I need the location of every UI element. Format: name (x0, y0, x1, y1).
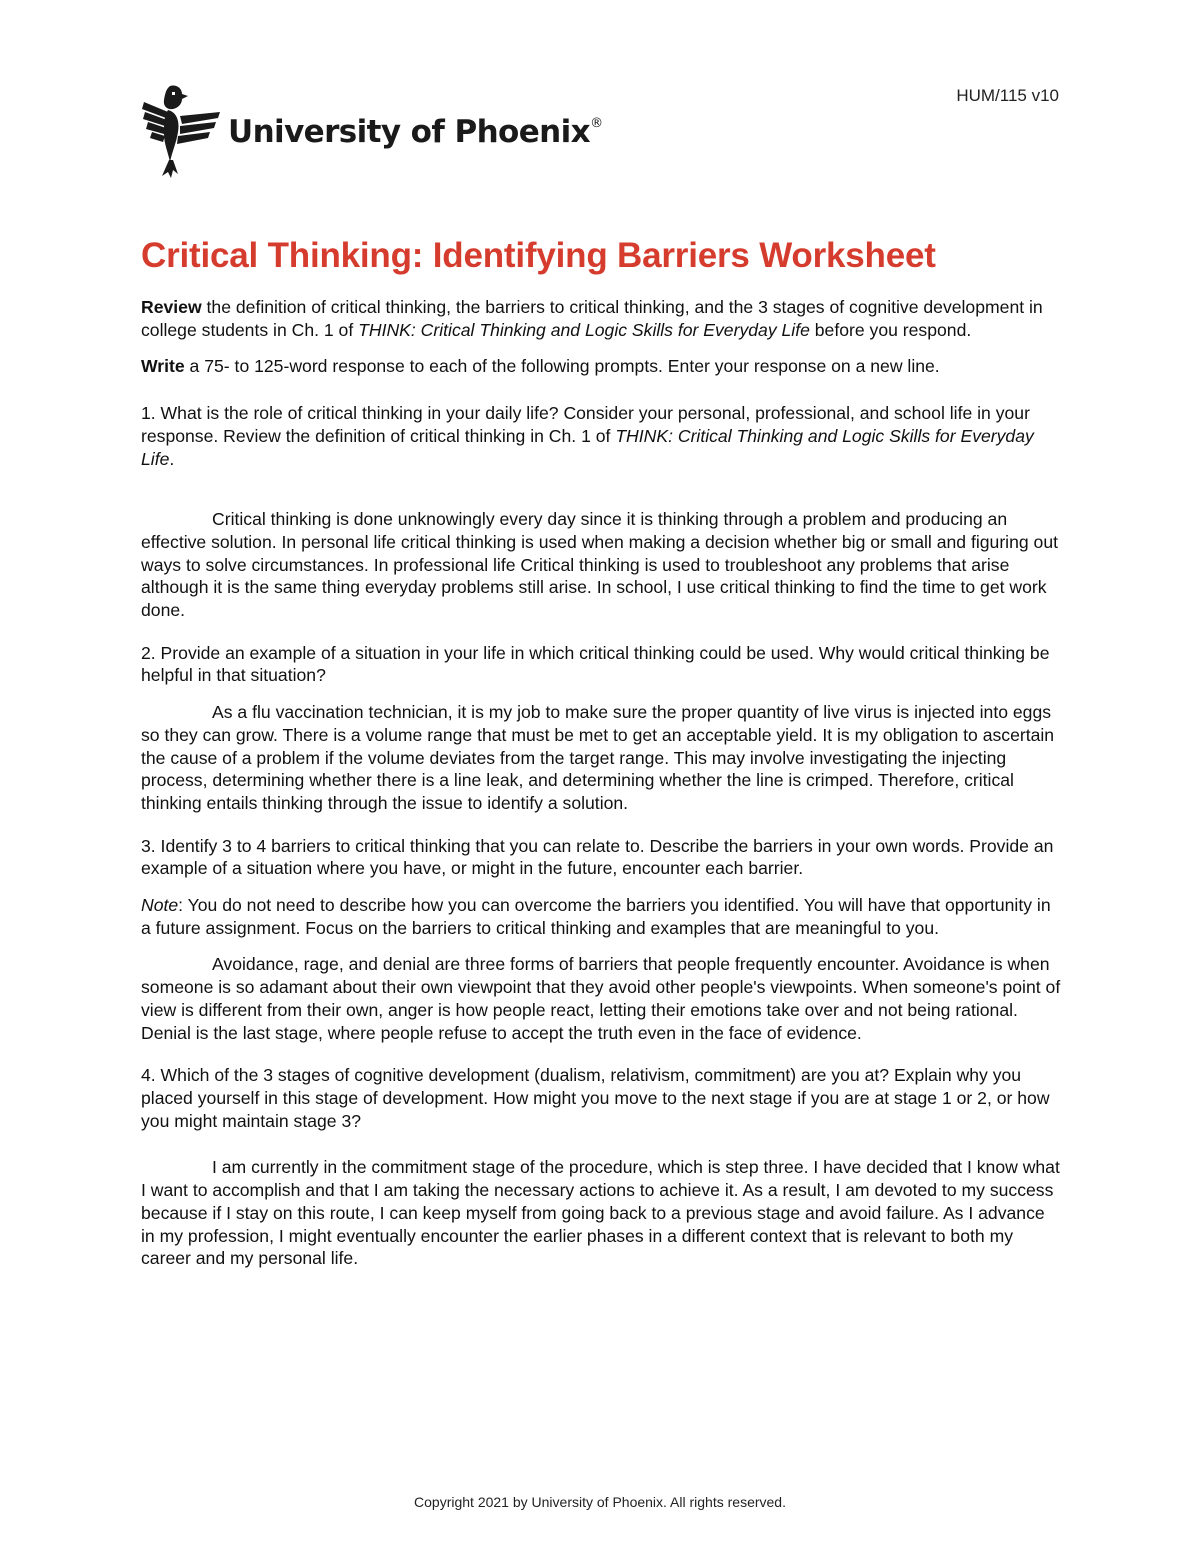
question-4-answer: I am currently in the commitment stage of the procedure, which is step three. I have decided that I know what I want to accomplish and that I am taking the necessary actions to achieve it. As a result, I am devoted to my success because if I stay on this route, I can keep myself from going back to a previous stage and avoid failure. As I advance in my profession, I might eventually encounter the earlier phases in a different context that is relevant to both my career and my personal life. (141, 1157, 1060, 1269)
registered-mark: ® (590, 115, 603, 131)
question-2-prompt: 2. Provide an example of a situation in your life in which critical thinking could be used. Why would critical thinking be helpful in that situation? (141, 642, 1050, 686)
phoenix-bird-icon (142, 82, 222, 178)
question-3-prompt: 3. Identify 3 to 4 barriers to critical thinking that you can relate to. Describe the barriers in your own words. Provide an example of a situation where you have, or might in the future, encounter each barrier. (141, 835, 1054, 879)
worksheet-body (141, 296, 1061, 1270)
page-title: Critical Thinking: Identifying Barriers Worksheet (141, 236, 936, 275)
question-3-note: Note: You do not need to describe how you can overcome the barriers you identified. You will have that opportunity in a future assignment. Focus on the barriers to critical thinking and examples that are meaningful to you. (141, 895, 1051, 938)
university-logo (142, 82, 602, 178)
write-instruction: Write a 75- to 125-word response to each of the following prompts. Enter your response on a new line. (141, 356, 940, 377)
question-2-answer: As a flu vaccination technician, it is my job to make sure the proper quantity of live virus is injected into eggs so they can grow. There is a volume range that must be met to get an acceptable yield. It is my obligation to ascertain the cause of a problem if the volume deviates from the target range. This may involve investigating the injecting process, determining whether there is a line leak, and determining whether the line is crimped. Therefore, critical thinking entails thinking through the issue to identify a solution. (141, 702, 1055, 813)
question-1-answer: Critical thinking is done unknowingly every day since it is thinking through a problem and producing an effective solution. In personal life critical thinking is used when making a decision whether big or small and figuring out ways to solve circumstances. In professional life Critical thinking is used to troubleshoot any problems that arise although it is the same thing everyday problems still arise. In school, I use critical thinking to find the time to get work done. (141, 509, 1059, 621)
university-name: University of Phoenix® (228, 114, 603, 150)
review-instruction: Review the definition of critical thinking, the barriers to critical thinking, and the 3 stages of cognitive development in college students in Ch. 1 of THINK: Critical Thinking and Logic Skills for Everyday Life before you respond. (141, 297, 1043, 340)
question-3-answer: Avoidance, rage, and denial are three forms of barriers that people frequently encounter. Avoidance is when someone is so adamant about their own viewpoint that they avoid other people's viewpoints. When someone's point of view is different from their own, anger is how people react, letting their emotions take over and not being rational. Denial is the last stage, where people refuse to accept the truth even in the face of evidence. (141, 954, 1061, 1043)
question-1-prompt: 1. What is the role of critical thinking in your daily life? Consider your personal, professional, and school life in your response. Review the definition of critical thinking in Ch. 1 of THINK: Critical Thinking and Logic Skills for Everyday Life. (141, 403, 1034, 469)
copyright-footer: Copyright 2021 by University of Phoenix. All rights reserved. (414, 1494, 786, 1510)
question-4-prompt: 4. Which of the 3 stages of cognitive development (dualism, relativism, commitment) are you at? Explain why you placed yourself in this stage of development. How might you move to the next stage if you are at stage 1 or 2, or how you might maintain stage 3? (141, 1065, 1050, 1131)
course-code: HUM/115 v10 (956, 86, 1059, 105)
